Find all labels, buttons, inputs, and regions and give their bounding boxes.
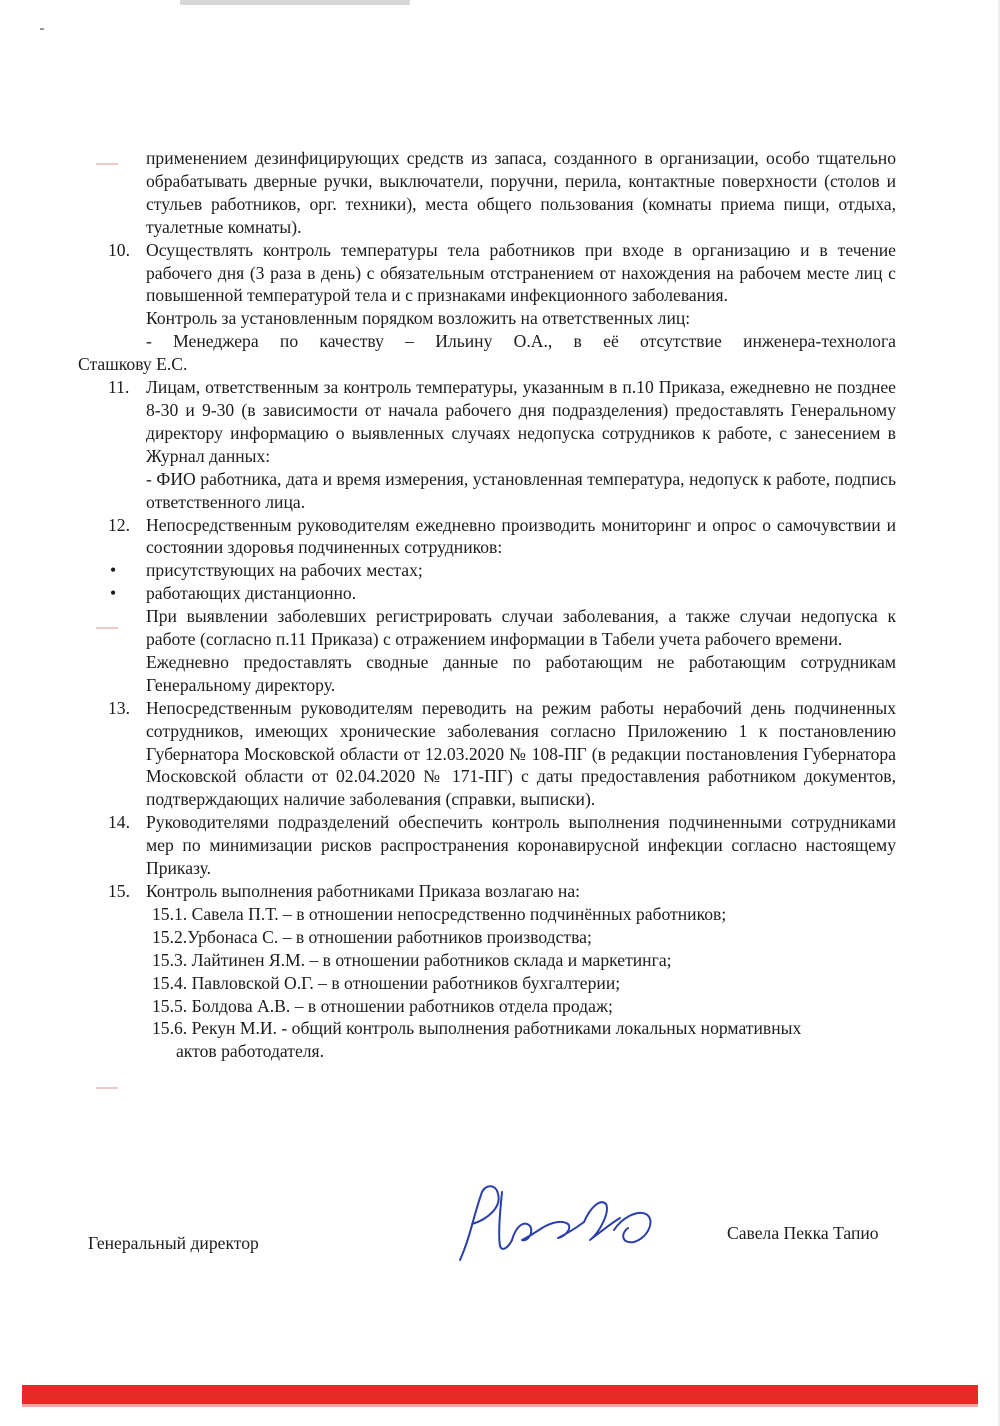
subitem-15-1: 15.1. Савела П.Т. – в отношении непосредственно подчинённых работников;	[152, 903, 727, 924]
subitem-15-5: 15.5. Болдова А.В. – в отношении работников отдела продаж;	[152, 995, 613, 1016]
bullet-icon: •	[110, 560, 117, 581]
document-body	[78, 147, 896, 1063]
item-text: Руководителями подразделений обеспечить контроль выполнения подчиненными сотрудниками мер по минимизации рисков распространения коронавирусной инфекции согласно настоящему Приказу.	[146, 812, 896, 879]
list-item-10	[78, 239, 896, 308]
control-paragraph: Контроль за установленным порядком возложить на ответственных лиц:	[146, 308, 691, 329]
item-text: Контроль выполнения работниками Приказа возлагаю на:	[146, 881, 581, 901]
journal-fields: - ФИО работника, дата и время измерения, установленная температура, недопуск к работе, подпись ответственного лица.	[146, 468, 896, 512]
responsible-line-wrap: Сташкову Е.С.	[78, 354, 188, 375]
signatory-title: Генеральный директор	[88, 1233, 259, 1253]
responsible-line: - Менеджера по качеству – Ильину О.А., в её отсутствие инженера-технолога	[146, 331, 896, 352]
subitem-15-3: 15.3. Лайтинен Я.М. – в отношении работников склада и маркетинга;	[152, 949, 672, 970]
item-number: 10.	[108, 239, 130, 260]
item-text: Осуществлять контроль температуры тела работников при входе в организацию и в течение рабочего дня (3 раза в день) с обязательным отстранением от нахождения на рабочем месте лиц с повышенной температурой тела и с признаками инфекционного заболевания.	[146, 239, 896, 306]
illness-registration-paragraph: При выявлении заболевших регистрировать случаи заболевания, а также случаи недопуска к работе (согласно п.11 Приказа) с отражением информации в Табели учета рабочего времени.	[146, 606, 896, 650]
item-number: 13.	[108, 697, 130, 718]
signature-icon	[450, 1178, 670, 1268]
subitem-15-6: 15.6. Рекун М.И. - общий контроль выполнения работниками локальных нормативных	[152, 1018, 802, 1039]
list-item-14	[78, 811, 896, 880]
scan-dot	[40, 28, 44, 30]
item-number: 14.	[108, 812, 130, 833]
item-number: 12.	[108, 514, 130, 535]
item-text: Непосредственным руководителям ежедневно производить мониторинг и опрос о самочувствии и состоянии здоровья подчиненных сотрудников:	[146, 514, 896, 558]
bullet-item	[78, 582, 896, 605]
bullet-icon: •	[110, 583, 117, 604]
bullet-text: работающих дистанционно.	[146, 583, 357, 604]
subitem-15-4: 15.4. Павловской О.Г. – в отношении работников бухгалтерии;	[152, 972, 621, 993]
list-item-15	[78, 880, 896, 903]
bullet-text: присутствующих на рабочих местах;	[146, 560, 423, 581]
list-item-13	[78, 697, 896, 812]
scan-artifact	[180, 0, 410, 5]
item-text: Непосредственным руководителям переводить на режим работы нерабочий день подчиненных сотрудников, имеющих хронические заболевания согласно Приложению 1 к постановлению Губернатора Московской области от 12.03.2020 № 108-ПГ (в редакции постановления Губернатора Московской области от 02.04.2020 № 171-ПГ) с даты предоставления работником документов, подтверждающих наличие заболевания (справки, выписки).	[146, 697, 896, 810]
paragraph-continued: применением дезинфицирующих средств из запаса, созданного в организации, особо тщательно обрабатывать дверные ручки, выключатели, поручни, перила, контактные поверхности (столов и стульев работников, орг. техники), места общего пользования (комнаты приема пищи, отдыха, туалетные комнаты).	[146, 148, 896, 237]
item-number: 11.	[108, 377, 130, 398]
signatory-name: Савела Пекка Тапио	[727, 1223, 879, 1243]
footer-red-bar	[22, 1385, 978, 1405]
scan-red-mark	[96, 1087, 118, 1089]
subitem-15-6-wrap: актов работодателя.	[176, 1041, 325, 1062]
list-item-11	[78, 376, 896, 468]
item-text: Лицам, ответственным за контроль температуры, указанным в п.10 Приказа, ежедневно не позднее 8-30 и 9-30 (в зависимости от начала рабочего дня подразделения) предоставлять Генеральному директору информацию о выявленных случаях недопуска сотрудников к работе, с занесением в Журнал данных:	[146, 377, 896, 466]
footer-bar-shadow	[22, 1404, 978, 1407]
subitem-15-2: 15.2.Урбонаса С. – в отношении работников производства;	[152, 926, 592, 947]
daily-report-paragraph: Ежедневно предоставлять сводные данные по работающим не работающим сотрудникам Генеральному директору.	[146, 651, 896, 695]
item-number: 15.	[108, 881, 130, 901]
bullet-item	[78, 559, 896, 582]
list-item-12	[78, 514, 896, 560]
